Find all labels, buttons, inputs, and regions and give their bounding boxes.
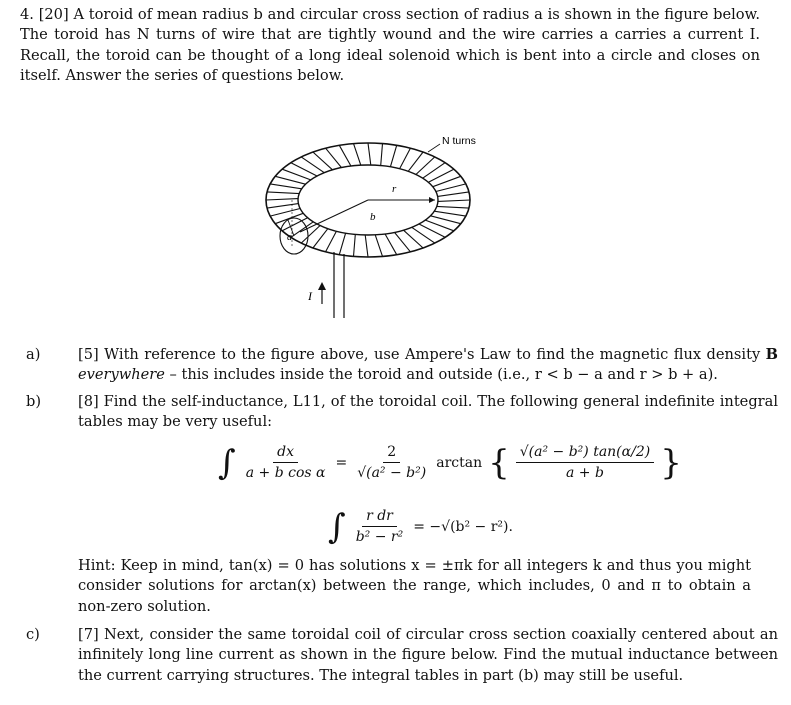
part-a-bold-B: B bbox=[765, 346, 779, 363]
formula1-coef-den: √(a² − b²) bbox=[357, 465, 427, 481]
winding-turn bbox=[395, 232, 411, 251]
winding-turn bbox=[354, 234, 356, 256]
winding-turn bbox=[267, 192, 299, 194]
part-a-label: a) bbox=[26, 346, 41, 363]
winding-turn bbox=[326, 148, 342, 167]
winding-turn bbox=[326, 231, 337, 252]
winding-turn bbox=[385, 234, 397, 255]
r-label: r bbox=[392, 183, 397, 195]
turns-leader-line bbox=[428, 144, 440, 152]
winding-turn bbox=[368, 143, 371, 165]
winding-turn bbox=[270, 184, 302, 189]
formula1-func: arctan bbox=[436, 454, 483, 471]
part-c-label: c) bbox=[26, 626, 40, 643]
part-a-emph: everywhere bbox=[78, 366, 165, 384]
winding-turn bbox=[313, 229, 328, 248]
winding-turn bbox=[270, 209, 300, 217]
formula1-left-brace: { bbox=[488, 442, 510, 483]
winding-turn bbox=[354, 144, 361, 166]
problem-intro bbox=[20, 5, 760, 87]
integral-sign-2: ∫ bbox=[328, 506, 346, 547]
integral-formula-1 bbox=[218, 444, 682, 481]
b-label: b bbox=[370, 211, 376, 223]
winding-turn bbox=[375, 235, 382, 257]
winding-turn bbox=[339, 145, 351, 166]
integral-sign-1: ∫ bbox=[218, 442, 236, 483]
a-label: a bbox=[287, 232, 292, 243]
current-arrowhead bbox=[318, 282, 326, 290]
part-a-text-2: – this includes inside the toroid and outside (i.e., r < b − a and r > b + a). bbox=[169, 366, 718, 384]
part-b-text: Find the self-inductance, L11, of the toroidal coil. The following general indefinite integral tables may be very useful: bbox=[78, 393, 779, 431]
part-b bbox=[26, 392, 779, 433]
winding-turn bbox=[365, 235, 368, 257]
winding-turn bbox=[434, 211, 466, 216]
winding-turn bbox=[400, 148, 411, 169]
formula2-rhs: = −√(b² − r²). bbox=[413, 518, 513, 535]
formula1-coef-frac bbox=[353, 444, 430, 481]
formula1-lhs-den: a + b cos α bbox=[245, 465, 326, 481]
formula1-arg-den: a + b bbox=[565, 465, 604, 481]
part-a-points: [5] bbox=[78, 346, 99, 363]
problem-number: 4. bbox=[20, 6, 34, 23]
formula2-num: r dr bbox=[366, 508, 393, 524]
toroid-figure bbox=[250, 128, 490, 318]
formula1-lhs-frac bbox=[242, 444, 330, 481]
winding-turn bbox=[267, 204, 298, 209]
formula2-frac bbox=[352, 508, 408, 545]
part-c-text: Next, consider the same toroidal coil of circular cross section coaxially centered about an infinitely long line current as shown in the figure below. Find the mutual inductance between the current carrying structures. The integral tables in part (b) may still be useful. bbox=[78, 626, 778, 684]
winding-turn bbox=[431, 216, 461, 224]
winding-turn bbox=[408, 152, 423, 171]
problem-points: [20] bbox=[38, 6, 69, 23]
formula1-arg-num: √(a² − b²) tan(α/2) bbox=[519, 444, 651, 460]
formula1-right-brace: } bbox=[660, 442, 682, 483]
part-c bbox=[26, 625, 778, 686]
b-radius-line bbox=[300, 200, 368, 232]
part-b-hint: Hint: Keep in mind, tan(x) = 0 has solutions x = ±πk for all integers k and thus you might consider solutions for arctan(x) between the range, which includes, 0 and π to obtain a non-zero solution. bbox=[78, 557, 751, 615]
problem-intro-text: A toroid of mean radius b and circular cross section of radius a is shown in the figure below. The toroid has N turns of wire that are tightly wound and the wire carries a carries a current I. Recall, the toroid can be thought of a long ideal solenoid which is bent into a circle and closes on itself. Answer the series of questions below. bbox=[20, 6, 760, 85]
winding-turn bbox=[437, 206, 469, 208]
formula1-equals: = bbox=[335, 454, 348, 471]
formula1-coef-num: 2 bbox=[383, 444, 400, 463]
winding-turn bbox=[438, 192, 469, 197]
winding-turn bbox=[266, 199, 298, 200]
toroid-diagram bbox=[250, 128, 490, 318]
winding-turn bbox=[381, 144, 383, 166]
formula2-den: b² − r² bbox=[355, 529, 404, 545]
turns-label: N turns bbox=[442, 135, 476, 147]
formula1-arg-frac bbox=[516, 444, 654, 481]
winding-turn bbox=[275, 176, 305, 184]
winding-turn bbox=[390, 145, 396, 167]
r-arrowhead bbox=[429, 197, 435, 203]
winding-turn bbox=[436, 184, 466, 192]
part-b-label: b) bbox=[26, 393, 42, 410]
part-b-points: [8] bbox=[78, 393, 99, 410]
current-label: I bbox=[308, 289, 312, 303]
integral-formula-2 bbox=[328, 508, 513, 545]
part-a bbox=[26, 345, 779, 386]
winding-turn bbox=[339, 233, 345, 255]
part-c-points: [7] bbox=[78, 626, 99, 643]
winding-turn bbox=[438, 200, 470, 201]
part-a-text-1: With reference to the figure above, use Ampere's Law to find the magnetic flux density bbox=[104, 346, 761, 363]
formula1-lhs-num: dx bbox=[277, 444, 295, 460]
